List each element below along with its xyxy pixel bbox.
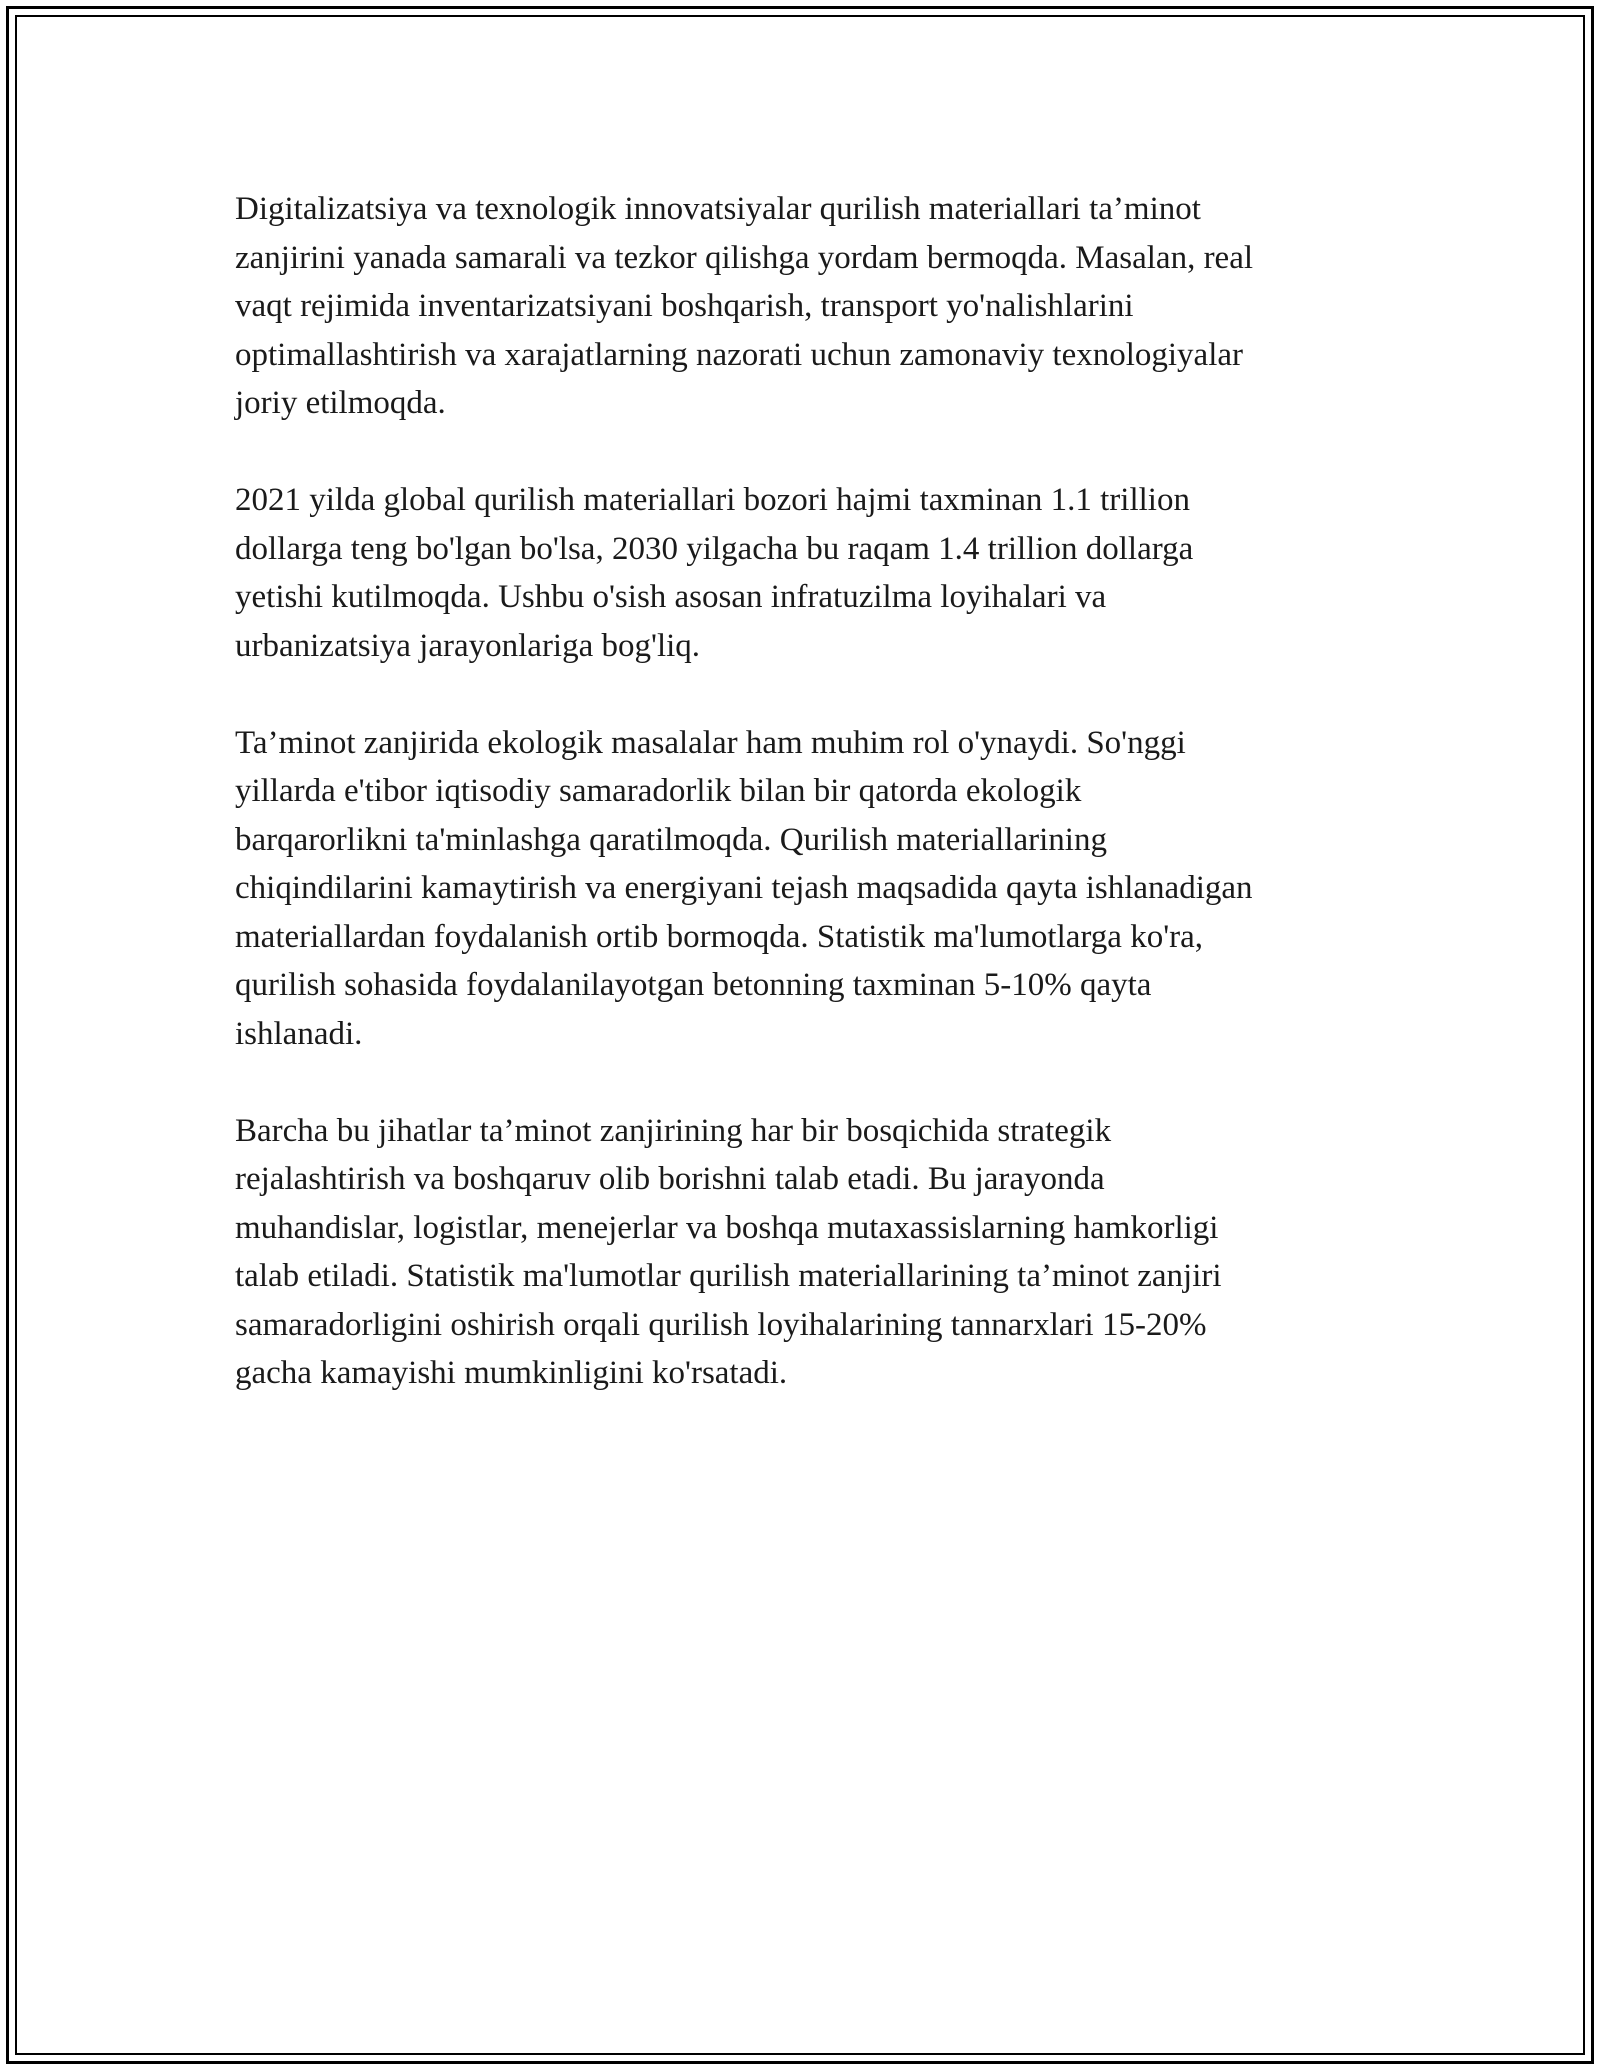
document-body <box>235 185 1405 1446</box>
paragraph-3: Ta’minot zanjirida ekologik masalalar ham muhim rol o'ynaydi. So'nggi yillarda e'tibor iqtisodiy samaradorlik bilan bir qatorda ekologik barqarorlikni ta'minlashga qaratilmoqda. Qurilish materiallarining chiqindilarini kamaytirish va energiyani tejash maqsadida qayta ishlanadigan materiallardan foydalanish ortib bormoqda. Statistik ma'lumotlarga ko'ra, qurilish sohasida foydalanilayotgan betonning taxminan 5-10% qayta ishlanadi. <box>235 724 1253 1052</box>
paragraph-1: Digitalizatsiya va texnologik innovatsiyalar qurilish materiallari ta’minot zanjirini yanada samarali va tezkor qilishga yordam bermoqda. Masalan, real vaqt rejimida inventarizatsiyani boshqarish, transport yo'nalishlarini optimallashtirish va xarajatlarning nazorati uchun zamonaviy texnologiyalar joriy etilmoqda. <box>235 191 1254 421</box>
paragraph-4: Barcha bu jihatlar ta’minot zanjirining har bir bosqichida strategik rejalashtirish va boshqaruv olib borishni talab etadi. Bu jarayonda muhandislar, logistlar, menejerlar va boshqa mutaxassislarning hamkorligi talab etiladi. Statistik ma'lumotlar qurilish materiallarining ta’minot zanjiri samaradorligini oshirish orqali qurilish loyihalarining tannarxlari 15-20% gacha kamayishi mumkinligini ko'rsatadi. <box>235 1112 1222 1391</box>
paragraph-2: 2021 yilda global qurilish materiallari bozori hajmi taxminan 1.1 trillion dollarga teng bo'lgan bo'lsa, 2030 yilgacha bu raqam 1.4 trillion dollarga yetishi kutilmoqda. Ushbu o'sish asosan infratuzilma loyihalari va urbanizatsiya jarayonlariga bog'liq. <box>235 482 1194 664</box>
